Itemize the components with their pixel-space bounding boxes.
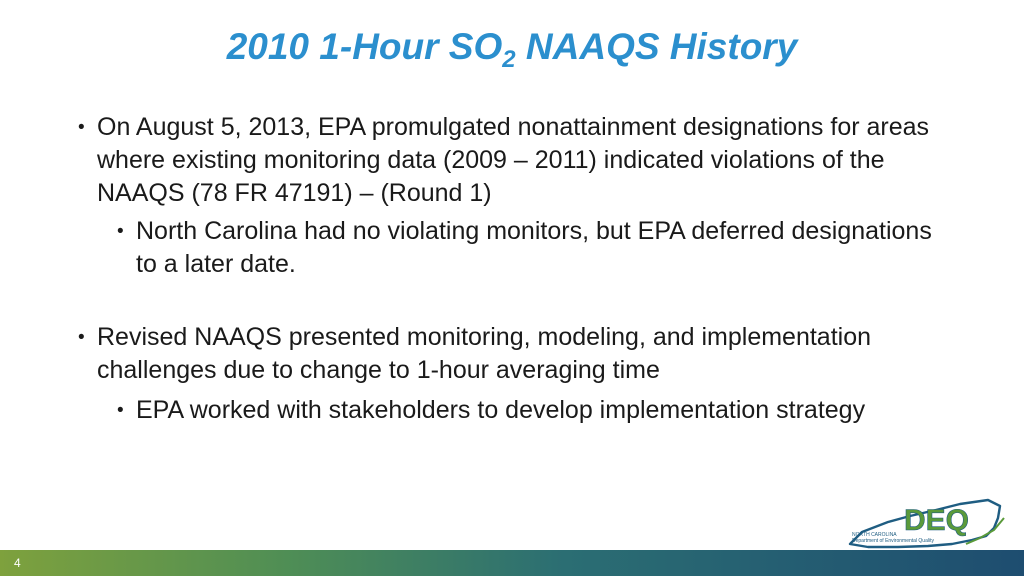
bullet-1-sub [117,215,956,281]
bullet-1-text: On August 5, 2013, EPA promulgated nonattainment designations for areas where existing monitoring data (2009 – 2011) indicated violations of the NAAQS (78 FR 47191) – (Round 1) [97,113,930,207]
bullet-dot: • [78,327,85,348]
logo-caption [852,532,934,544]
title-rest: NAAQS History [515,26,798,67]
bullet-2-sub-text: EPA worked with stakeholders to develop implementation strategy [136,396,866,424]
bullet-2-sub [117,394,986,427]
logo-letters: DEQ [904,504,970,537]
bullet-1-sub-text: North Carolina had no violating monitors, but EPA deferred designations to a later date. [136,217,932,278]
bullet-2 [78,321,977,387]
bullet-dot: • [117,400,124,421]
bullet-1 [78,111,977,210]
logo-line1: NORTH CAROLINA [852,532,897,538]
bullet-2-text: Revised NAAQS presented monitoring, modeling, and implementation challenges due to change to 1-hour averaging time [97,323,872,384]
title-main: 2010 1-Hour SO [226,26,503,67]
bullet-dot: • [117,221,124,242]
bullet-dot: • [78,117,85,138]
footer-bar [0,550,1024,576]
page-number: 4 [14,556,21,570]
logo-line2: Department of Environmental Quality [852,538,934,544]
title-subscript: 2 [502,46,516,73]
